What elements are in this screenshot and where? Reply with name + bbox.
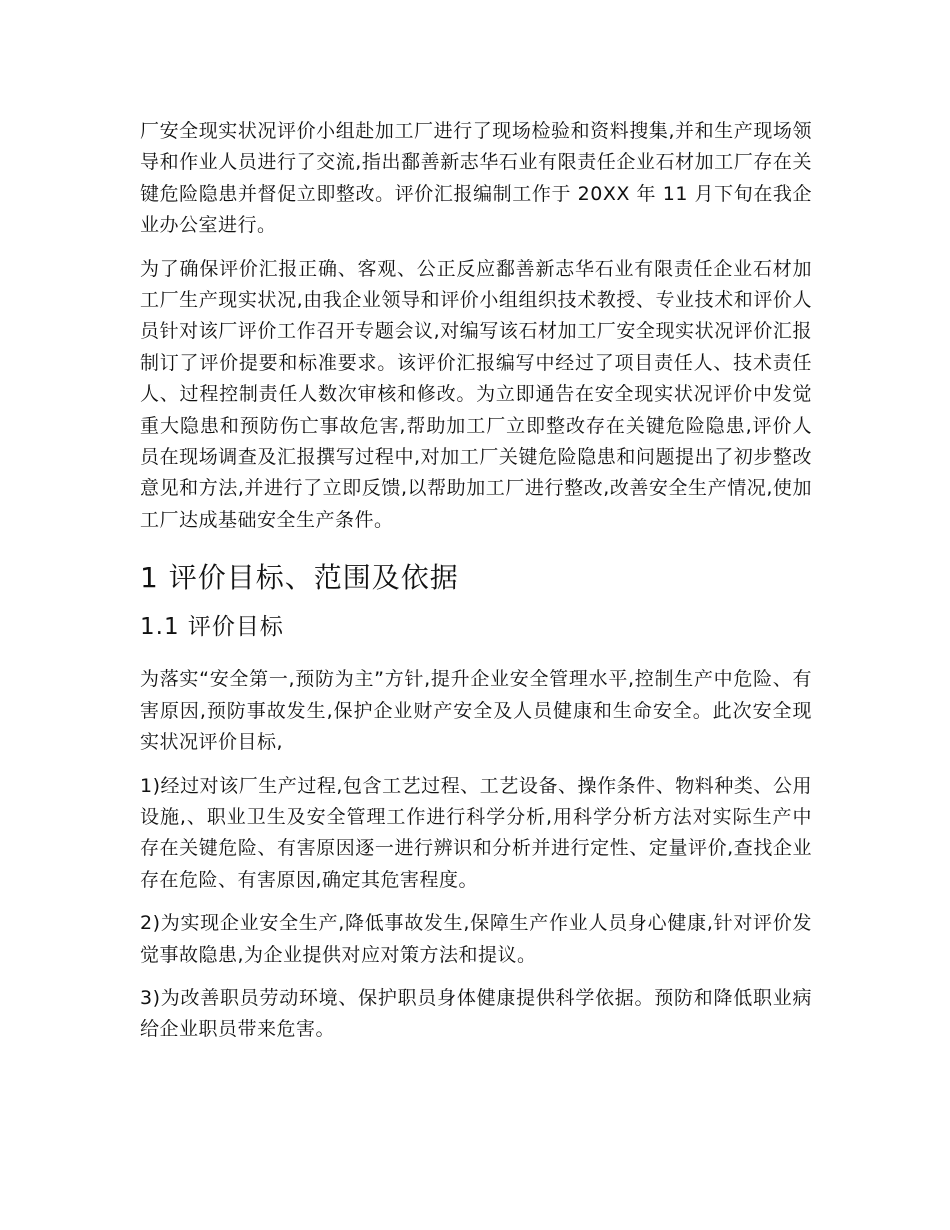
subsection-heading: 1.1 评价目标 [140, 614, 284, 641]
objective-item-3: 3)为改善职员劳动环境、保护职员身体健康提供科学依据。预防和降低职业病给企业职员带来危害。 [140, 986, 812, 1041]
objective-item-1: 1)经过对该厂生产过程,包含工艺过程、工艺设备、操作条件、物料种类、公用设施,、职业卫生及安全管理工作进行科学分析,用科学分析方法对实际生产中存在关键危险、有害原因逐一进行辨识和分析并进行定性、定量评价,查找企业存在危险、有害原因,确定其危害程度。 [140, 774, 812, 891]
objective-paragraph: 为落实“安全第一,预防为主”方针,提升企业安全管理水平,控制生产中危险、有害原因,预防事故发生,保护企业财产安全及人员健康和生命安全。此次安全现实状况评价目标, [140, 668, 812, 754]
intro-paragraph-2: 为了确保评价汇报正确、客观、公正反应鄱善新志华石业有限责任企业石材加工厂生产现实状况,由我企业领导和评价小组组织技术教授、专业技术和评价人员针对该厂评价工作召开专题会议,对编写该石材加工厂安全现实状况评价汇报制订了评价提要和标准要求。该评价汇报编写中经过了项目责任人、技术责任人、过程控制责任人数次审核和修改。为立即通告在安全现实状况评价中发觉重大隐患和预防伤亡事故危害,帮助加工厂立即整改存在关键危险隐患,评价人员在现场调查及汇报撰写过程中,对加工厂关键危险隐患和问题提出了初步整改意见和方法,并进行了立即反馈,以帮助加工厂进行整改,改善安全生产情况,使加工厂达成基础安全生产条件。 [140, 257, 812, 531]
section-heading: 1 评价目标、范围及依据 [140, 561, 459, 595]
document-page [140, 116, 812, 1058]
intro-paragraph-1: 厂安全现实状况评价小组赴加工厂进行了现场检验和资料搜集,并和生产现场领导和作业人员进行了交流,指出鄱善新志华石业有限责任企业石材加工厂存在关键危险隐患并督促立即整改。评价汇报编制工作于 20XX 年 11 月下旬在我企业办公室进行。 [140, 120, 812, 237]
objective-item-2: 2)为实现企业安全生产,降低事故发生,保障生产作业人员身心健康,针对评价发觉事故隐患,为企业提供对应对策方法和提议。 [140, 912, 812, 966]
